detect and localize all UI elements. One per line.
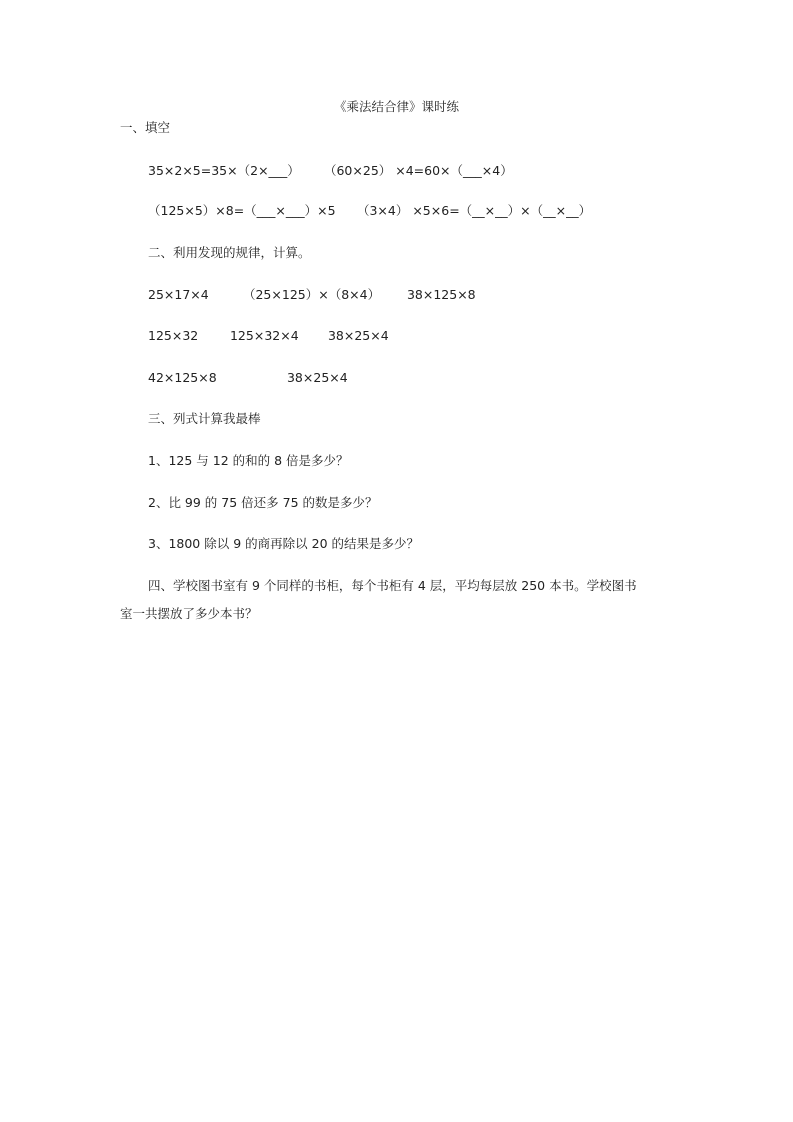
calc-row-3 [148,369,348,387]
fill-blank-row-1 [148,162,513,180]
word-question-1: 1、125 与 12 的和的 8 倍是多少？ [148,453,349,468]
fill-blank-row-2 [148,202,591,220]
calc-row-2 [148,327,389,345]
word-question-2: 2、比 99 的 75 倍还多 75 的数是多少？ [148,495,378,510]
calc-row-1 [148,286,476,304]
calc-item: 125×32 [148,328,199,343]
section3-heading: 三、列式计算我最棒 [148,411,261,426]
word-question-3: 3、1800 除以 9 的商再除以 20 的结果是多少？ [148,536,419,551]
calc-item: 38×25×4 [327,328,389,343]
calc-item: 42×125×8 [148,370,217,385]
fill-blank-item: （3×4） ×5×6=（__×__）×（__×__） [356,203,592,218]
section4-problem-line-1: 四、学校图书室有 9 个同样的书柜，每个书柜有 4 层，平均每层放 250 本书。学校图书 [148,578,637,593]
calc-item: 38×125×8 [406,287,476,302]
fill-blank-item: （125×5）×8=（___×___）×5 [148,203,336,218]
fill-blank-item: （60×25） ×4=60×（___×4） [323,163,513,178]
calc-item: 25×17×4 [148,287,209,302]
section1-heading: 一、填空 [120,120,171,135]
fill-blank-item: 35×2×5=35×（2×___） [148,163,300,178]
section4-problem-line-2: 室一共摆放了多少本书？ [120,606,258,621]
page-title: 《乘法结合律》课时练 [333,99,459,114]
calc-item: （25×125）×（8×4） [242,287,381,302]
section2-heading: 二、利用发现的规律，计算。 [148,245,311,260]
calc-item: 125×32×4 [229,328,299,343]
calc-item: 38×25×4 [286,370,348,385]
